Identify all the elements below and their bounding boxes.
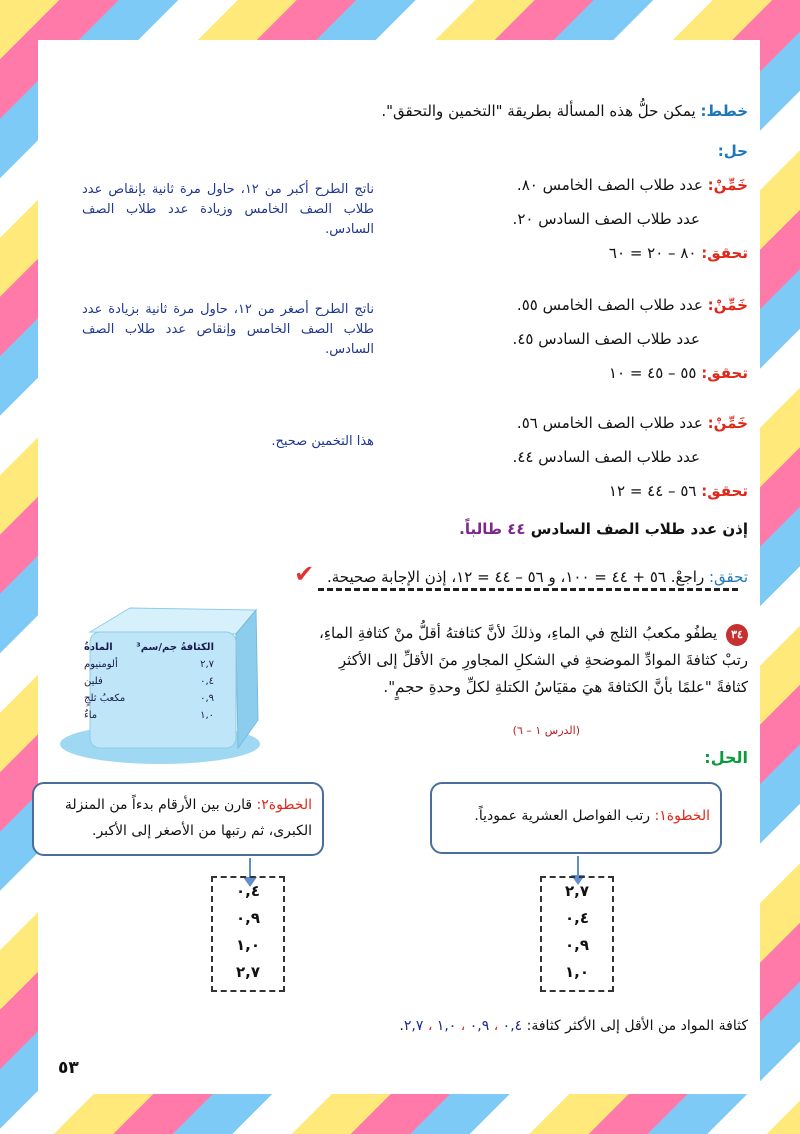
guess-3-check-text: ٥٦ – ٤٤ = ١٢ [608, 482, 697, 500]
plan-line [381, 102, 748, 120]
guess-1-note: ناتج الطرح أكبر من ١٢، حاول مرة ثانية بإنقاص عدد طلاب الصف الخامس وزيادة عدد طلاب الصف السادس. [82, 182, 374, 237]
guess-1-check-label: تحقق: [701, 244, 748, 262]
verify-line [294, 560, 748, 588]
header-density: الكثافةُ جم/سم³ [136, 642, 214, 653]
density-value: ٢,٧ [200, 659, 214, 670]
guess-3-note: هذا التخمين صحيح. [271, 434, 374, 449]
guess-3-sixth: عدد طلاب الصف السادس ٤٤. [512, 448, 700, 466]
guess-2-label: خَمِّنْ: [707, 296, 748, 314]
column-value: ٢,٧ [235, 963, 260, 981]
column-value: ٠,٩ [235, 909, 260, 927]
guess-2-fifth [517, 296, 748, 314]
plan-label: خطط: [700, 102, 748, 120]
guess-3-check [609, 482, 748, 500]
guess-3-fifth-text: عدد طلاب الصف الخامس ٥٦. [516, 414, 703, 432]
conclusion [459, 520, 748, 538]
column-2-box [211, 876, 285, 992]
column-value: ١,٠ [564, 963, 589, 981]
question-number-badge: ٣٤ [726, 624, 748, 646]
solution-label: الحل: [704, 748, 748, 767]
ice-cube-illustration [60, 602, 266, 768]
question-34 [318, 620, 748, 701]
question-text: يطفُو مكعبُ الثلج في الماءِ، وذلكَ لأنَّ كثافتهُ أقلُّ منْ كثافةِ الماءِ، رتبْ كثافةَ الموادِّ الموضحةِ في الشكلِ المجاورِ منَ الأقلِّ إلى الأكثرِ كثافةً "علمًا بأنَّ الكثافةَ هيَ مقيَاسُ الكتلةِ لكلِّ وحدةِ حجمٍ". [319, 624, 748, 696]
final-value: ٢,٧ [403, 1018, 424, 1034]
verify-label: تحقق: [708, 568, 748, 586]
density-value: ٠,٩ [200, 693, 214, 704]
final-value: ٠,٩ [469, 1018, 490, 1034]
verify-text: راجعْ. ٥٦ + ٤٤ = ١٠٠، و ٥٦ – ٤٤ = ١٢، إذن الإجابة صحيحة. [326, 568, 705, 586]
column-value: ٠,٤ [564, 909, 589, 927]
final-value: ٠,٤ [502, 1018, 523, 1034]
guess-1-sixth: عدد طلاب الصف السادس ٢٠. [512, 210, 700, 228]
step-1-label: الخطوة١: [654, 808, 710, 824]
step-2-label: الخطوة٢: [256, 797, 312, 813]
guess-1-label: خَمِّنْ: [707, 176, 748, 194]
guess-2-fifth-text: عدد طلاب الصف الخامس ٥٥. [516, 296, 703, 314]
conclusion-number: ٤٤ طالباً. [459, 520, 526, 538]
checkmark-icon: ✔ [294, 560, 315, 588]
guess-2-sixth: عدد طلاب الصف السادس ٤٥. [512, 330, 700, 348]
conclusion-text: إذن عدد طلاب الصف السادس [530, 520, 748, 538]
column-value: ١,٠ [235, 936, 260, 954]
material-name: ماءٌ [84, 710, 98, 721]
column-value: ٠,٤ [235, 882, 260, 900]
guess-2-check-text: ٥٥ – ٤٥ = ١٠ [608, 364, 697, 382]
column-value: ٠,٩ [564, 936, 589, 954]
step-1-box [430, 782, 722, 854]
guess-1-check [609, 244, 748, 262]
column-value: ٢,٧ [564, 882, 589, 900]
step-2-text: قارن بين الأرقام بدءاً من المنزلة الكبرى، ثم رتبها من الأصغر إلى الأكبر. [64, 797, 312, 839]
guess-3-label: خَمِّنْ: [707, 414, 748, 432]
down-arrow-icon [577, 856, 579, 876]
material-name: فلين [84, 676, 103, 687]
material-name: مكعبُ ثلجٍ [84, 693, 126, 704]
down-arrow-icon [249, 858, 251, 878]
density-row [84, 710, 214, 727]
final-value: ١,٠ [436, 1018, 457, 1034]
density-value: ١,٠ [200, 710, 214, 721]
density-value: ٠,٤ [200, 676, 214, 687]
lesson-reference: (الدرس ١ – ٦) [512, 724, 580, 737]
density-row [84, 693, 214, 710]
density-table-header [84, 642, 214, 659]
final-answer: كثافة المواد من الأقل إلى الأكثر كثافة: ٠,٤ ، ٠,٩ ، ١,٠ ، ٢,٧. [399, 1018, 748, 1034]
plan-text: يمكن حلُّ هذه المسألة بطريقة "التخمين والتحقق". [381, 102, 696, 120]
guess-1-fifth-text: عدد طلاب الصف الخامس ٨٠. [516, 176, 703, 194]
guess-3-fifth [517, 414, 748, 432]
guess-2-note: ناتج الطرح أصغر من ١٢، حاول مرة ثانية بزيادة عدد طلاب الصف الخامس وإنقاص عدد طلاب الصف السادس. [82, 302, 374, 357]
final-text: كثافة المواد من الأقل إلى الأكثر كثافة: [526, 1018, 748, 1034]
density-row [84, 659, 214, 676]
column-1-box [540, 876, 614, 992]
guess-2-check-label: تحقق: [701, 364, 748, 382]
solve-label: حل: [717, 142, 748, 160]
page [38, 40, 760, 1094]
guess-1-fifth [517, 176, 748, 194]
page-number: ٥٣ [58, 1058, 79, 1078]
density-table [84, 642, 214, 727]
guess-1-check-text: ٨٠ – ٢٠ = ٦٠ [608, 244, 697, 262]
material-name: ألومنيوم [84, 659, 118, 670]
guess-2-check [609, 364, 748, 382]
guess-3-check-label: تحقق: [701, 482, 748, 500]
dashed-separator [318, 588, 738, 591]
step-1-text: رتب الفواصل العشرية عمودياً. [474, 808, 651, 824]
density-row [84, 676, 214, 693]
header-material: المادةُ [84, 642, 113, 653]
step-2-box [32, 782, 324, 856]
